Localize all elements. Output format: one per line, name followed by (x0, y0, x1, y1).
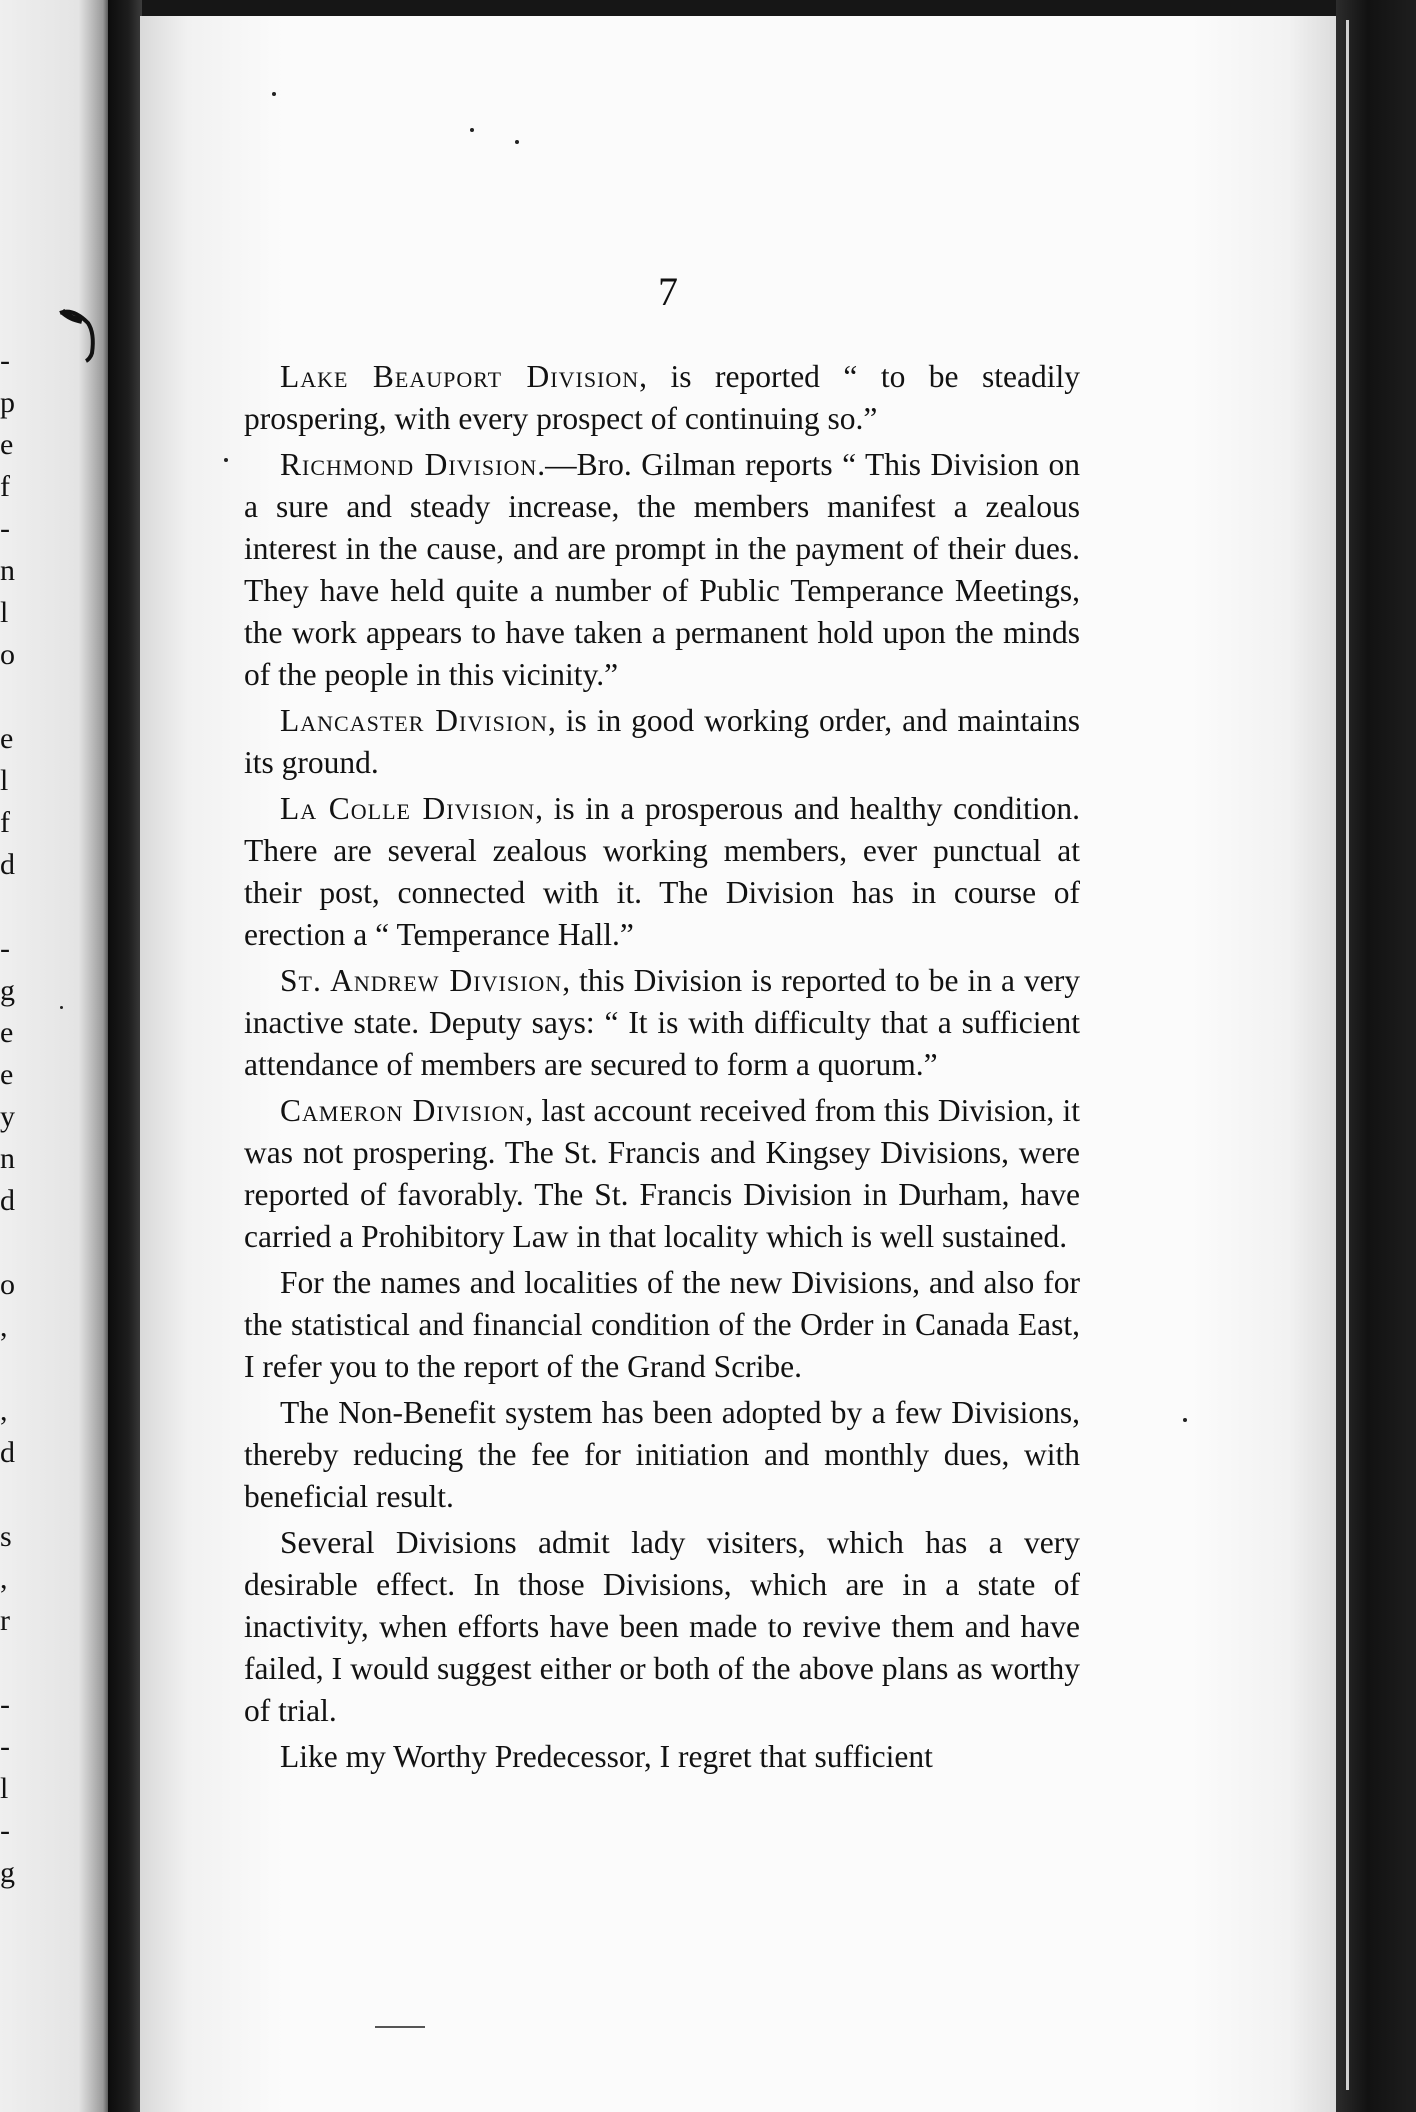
paragraph-new-divisions (244, 1262, 1080, 1388)
fragment (0, 1222, 30, 1264)
paragraph-non-benefit (244, 1392, 1080, 1518)
ink-speck (60, 1006, 63, 1009)
fragment: n (0, 554, 15, 587)
paragraph-text: , is in good working order, and maintains its ground. (244, 703, 1080, 780)
fragment: y (0, 1100, 15, 1133)
ink-speck (470, 128, 474, 132)
fragment: g (0, 1856, 15, 1889)
fragment (0, 1474, 30, 1516)
scan-mark (375, 2026, 425, 2028)
paragraph-cameron (244, 1090, 1080, 1258)
fragment: p (0, 386, 15, 419)
fragment: o (0, 638, 15, 671)
fragment (0, 886, 30, 928)
paragraph-text: , is in a prosperous and healthy condition. There are several zealous working members, ever punctual at their post, connected with it. The Division has in course of erection a “ Temperance Hall.” (244, 791, 1081, 952)
fragment: e (0, 428, 14, 461)
paragraph-lady-visiters (244, 1522, 1080, 1732)
fragment: d (0, 1184, 15, 1217)
ink-speck (272, 92, 276, 96)
fragment: l (0, 596, 9, 629)
fragment: n (0, 1142, 15, 1175)
paragraph-text: , this Division is reported to be in a very inactive state. Deputy says: “ It is with difficulty that a sufficient attendance of members are secured to form a quorum.” (244, 963, 1080, 1082)
fragment: - (0, 1688, 10, 1721)
fragment: , (0, 1394, 8, 1427)
fragment: , (0, 1310, 8, 1343)
fragment: d (0, 848, 15, 881)
ink-speck (1183, 1418, 1187, 1422)
paragraph-text: .—Bro. Gilman reports “ This Division on a sure and steady increase, the members manifest a zealous interest in the cause, and are prompt in the payment of their dues. They have held quite a number of Public Temperance Meetings, the work appears to have taken a permanent hold upon the minds of the people in this vicinity.” (244, 447, 1080, 692)
fragment: s (0, 1520, 12, 1553)
fragment: e (0, 722, 14, 755)
division-name: La Colle Division (280, 791, 536, 826)
fragment: f (0, 470, 10, 503)
fragment: , (0, 1562, 8, 1595)
fragment: - (0, 1814, 10, 1847)
paragraph-lake-beauport (244, 356, 1080, 440)
division-name: Richmond Division (280, 447, 538, 482)
ink-speck (515, 140, 519, 144)
paragraph-text: Several Divisions admit lady visiters, which has a very desirable effect. In those Divisions, which are in a state of inactivity, when efforts have been made to revive them and have failed, I would suggest either or both of the above plans as worthy of trial. (244, 1525, 1080, 1728)
paragraph-text: The Non-Benefit system has been adopted by a few Divisions, thereby reducing the fee for initiation and monthly dues, with beneficial result. (244, 1395, 1080, 1514)
paragraph-text: , is reported “ to be steadily prospering, with every prospect of continuing so.” (244, 359, 1080, 436)
paragraph-la-colle (244, 788, 1080, 956)
fragment: l (0, 1772, 9, 1805)
page-number: 7 (658, 269, 678, 314)
fragment: g (0, 974, 15, 1007)
fragment: e (0, 1016, 14, 1049)
fragment: l (0, 764, 9, 797)
ink-speck (224, 458, 228, 462)
fragment: r (0, 1604, 10, 1637)
fragment (0, 676, 30, 718)
division-name: Lancaster Division (280, 703, 548, 738)
fragment (0, 1348, 30, 1390)
paragraph-text: Like my Worthy Predecessor, I regret that sufficient (280, 1739, 933, 1774)
fragment: d (0, 1436, 15, 1469)
paragraph-st-andrew (244, 960, 1080, 1086)
paragraph-richmond (244, 444, 1080, 696)
fragment: - (0, 512, 10, 545)
page-edge-line (1346, 20, 1349, 2090)
fragment: f (0, 806, 10, 839)
fragment: - (0, 344, 10, 377)
body-text (244, 356, 1080, 1778)
left-page-edge (0, 0, 112, 2112)
division-name: St. Andrew Division (280, 963, 563, 998)
fragment: o (0, 1268, 15, 1301)
division-name: Lake Beauport Division (280, 359, 640, 394)
fragment: - (0, 932, 10, 965)
left-page-fragments (0, 340, 30, 1894)
fragment (0, 1642, 30, 1684)
book-gutter (108, 0, 142, 2112)
division-name: Cameron Division (280, 1093, 526, 1128)
paragraph-text: , last account received from this Division, it was not prospering. The St. Francis and Kingsey Divisions, were reported of favorably. The St. Francis Division in Durham, have carried a Prohibitory Law in that locality which is well sustained. (244, 1093, 1080, 1254)
fragment: - (0, 1730, 10, 1763)
paragraph-lancaster (244, 700, 1080, 784)
paragraph-text: For the names and localities of the new Divisions, and also for the statistical and financial condition of the Order in Canada East, I refer you to the report of the Grand Scribe. (244, 1265, 1080, 1384)
paragraph-predecessor (244, 1736, 1080, 1778)
fragment: e (0, 1058, 14, 1091)
